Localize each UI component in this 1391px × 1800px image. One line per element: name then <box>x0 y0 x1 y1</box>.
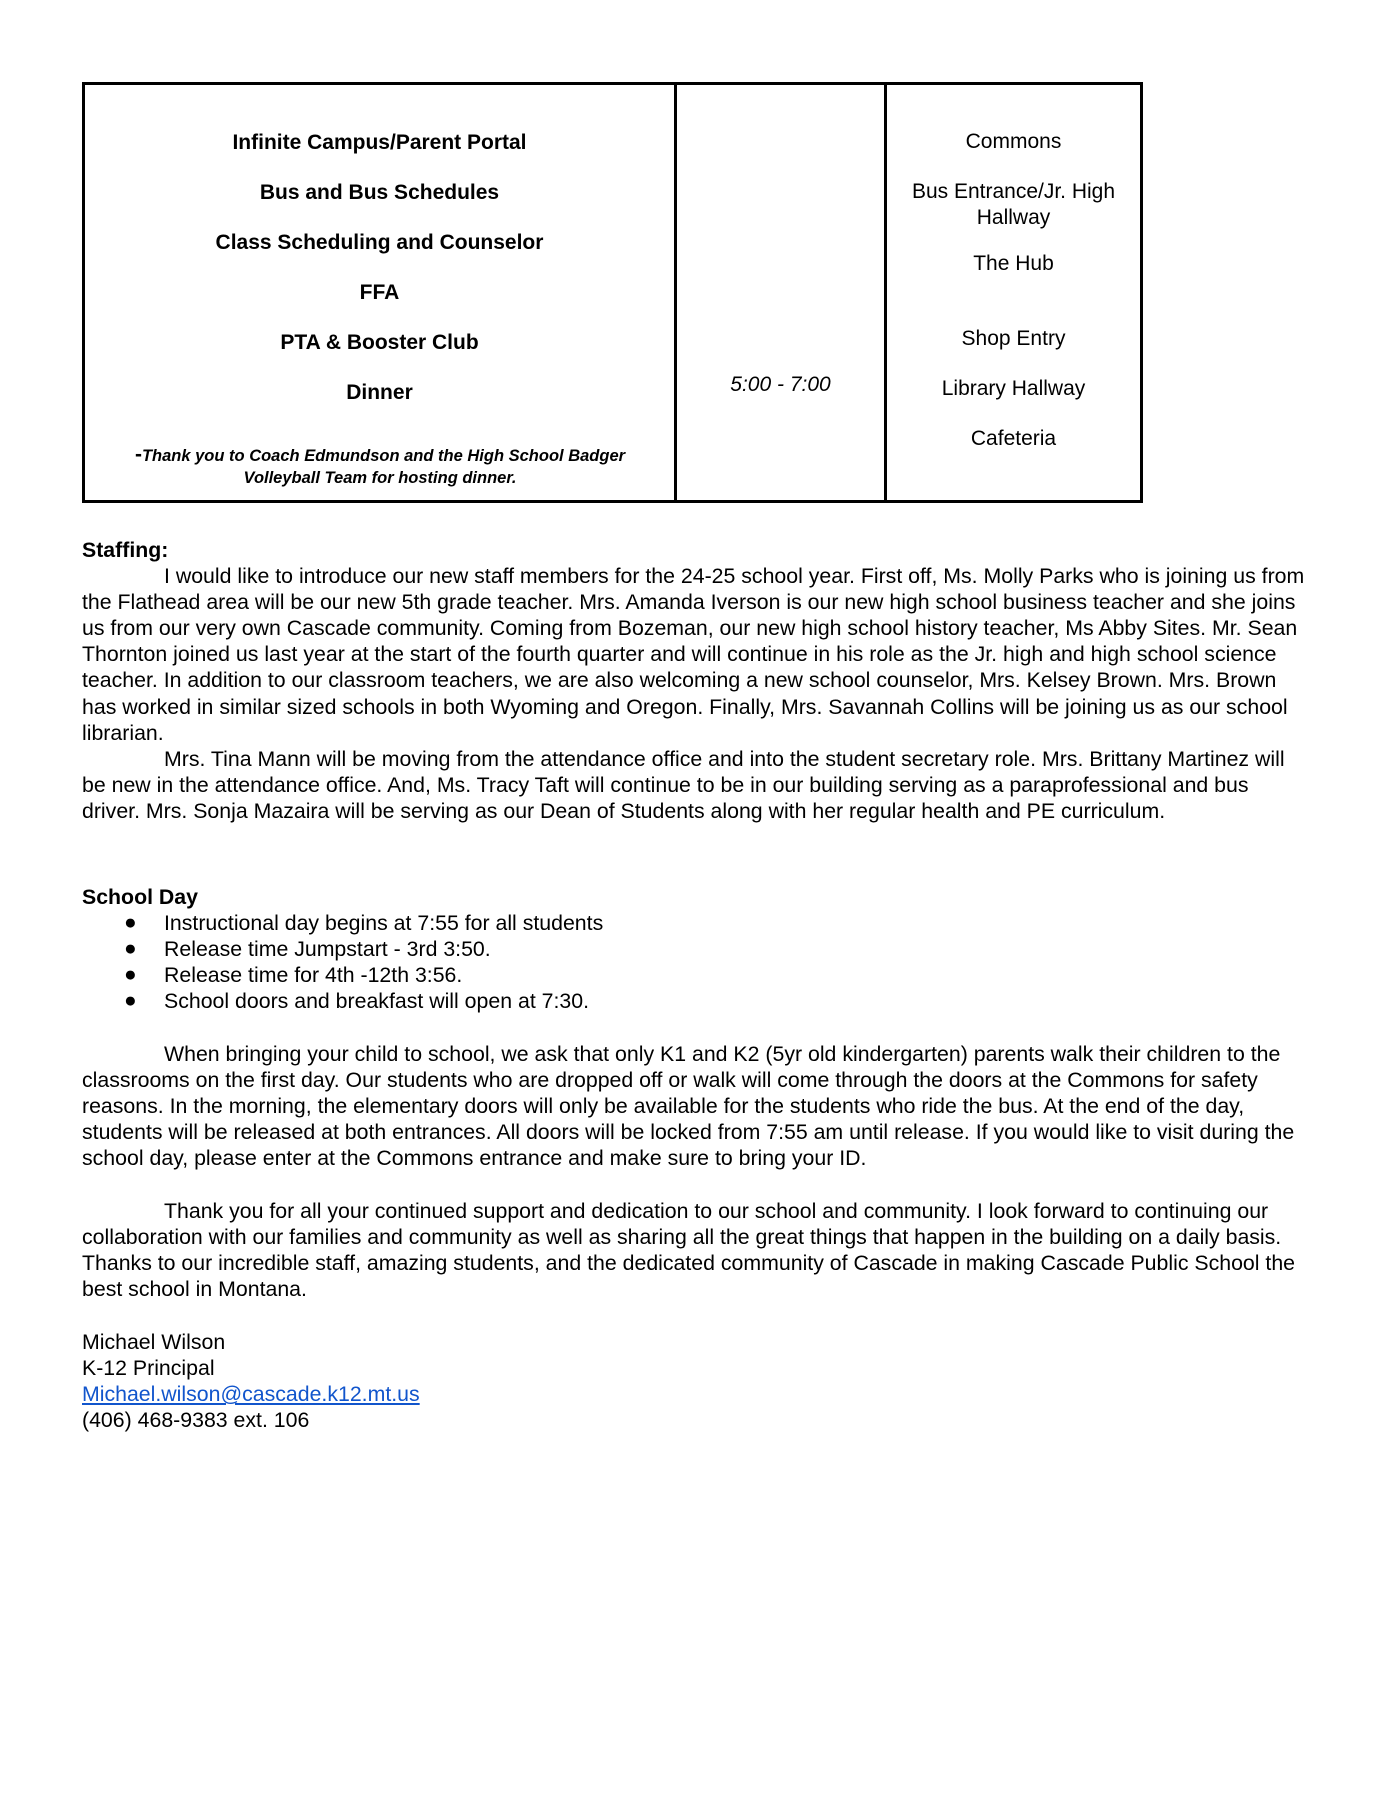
email-link[interactable]: Michael.wilson@cascade.k12.mt.us <box>82 1382 420 1407</box>
location-bus-entrance: Bus Entrance/Jr. High Hallway <box>911 180 1116 229</box>
topic-parent-portal: Infinite Campus/Parent Portal <box>232 131 527 154</box>
location-library-hallway: Library Hallway <box>941 377 1086 400</box>
closing-paragraph: Thank you for all your continued support and dedication to our school and community. I look forward to continuing our collaboration with our families and community as well as sharing all the great things that happen in the building on a daily basis. Thanks to our incredible staff, amazing students, and the dedicated community of Cascade in making Cascade Public School the best school in Montana. <box>82 1199 1296 1302</box>
list-item: ● Release time for 4th -12th 3:56. <box>124 963 463 988</box>
drop-off-paragraph: When bringing your child to school, we ask that only K1 and K2 (5yr old kindergarten) parents walk their children to the classrooms on the first day. Our students who are dropped off or walk will come through the doors at the Commons for safety reasons. In the morning, the elementary doors will only be available for the students who ride the bus. At the end of the day, students will be released at both entrances. All doors will be locked from 7:55 am until release. If you would like to visit during the school day, please enter at the Commons entrance and make sure to bring your ID. <box>82 1042 1295 1171</box>
list-item: ● Release time Jumpstart - 3rd 3:50. <box>124 937 491 962</box>
staffing-heading: Staffing: <box>82 538 169 562</box>
location-shop-entry: Shop Entry <box>961 327 1066 350</box>
staffing-paragraph-1: I would like to introduce our new staff members for the 24-25 school year. First off, Ms. Molly Parks who is joining us from the Flathead area will be our new 5th grade teacher. Mrs. Amanda Iverson is our new high school business teacher and she joins us from our very own Cascade community. Coming from Bozeman, our new high school history teacher, Ms Abby Sites. Mr. Sean Thornton joined us last year at the start of the fourth quarter and will continue in his role as the Jr. high and high school science teacher. In addition to our classroom teachers, we are also welcoming a new school counselor, Mrs. Kelsey Brown. Mrs. Brown has worked in similar sized schools in both Wyoming and Oregon. Finally, Mrs. Savannah Collins will be joining us as our school librarian. <box>82 564 1305 745</box>
dinner-note <box>95 444 665 489</box>
school-day-heading: School Day <box>82 885 198 909</box>
bullet-icon: ● <box>124 989 137 1013</box>
bullet-icon: ● <box>124 911 137 935</box>
list-item: ● Instructional day begins at 7:55 for all students <box>124 911 604 936</box>
topic-class-scheduling: Class Scheduling and Counselor <box>215 231 544 254</box>
event-time: 5:00 - 7:00 <box>730 373 831 396</box>
signature-phone: (406) 468-9383 ext. 106 <box>82 1408 310 1433</box>
table-column-divider <box>674 85 677 500</box>
bullet-icon: ● <box>124 937 137 961</box>
signature-title: K-12 Principal <box>82 1356 215 1381</box>
signature-name: Michael Wilson <box>82 1330 226 1354</box>
event-table <box>82 82 1143 503</box>
school-day-bullet-list <box>82 910 1312 1014</box>
bullet-icon: ● <box>124 963 137 987</box>
signature-block <box>82 1329 1312 1433</box>
location-commons: Commons <box>965 130 1062 153</box>
topic-ffa: FFA <box>359 281 400 304</box>
location-the-hub: The Hub <box>973 252 1054 275</box>
list-item: ● School doors and breakfast will open at 7:30. <box>124 989 590 1014</box>
dinner-note-dash: - <box>134 443 142 466</box>
location-cafeteria: Cafeteria <box>970 427 1057 450</box>
topic-bus-schedules: Bus and Bus Schedules <box>259 181 500 204</box>
staffing-section <box>82 537 1312 824</box>
topic-dinner: Dinner <box>346 381 413 404</box>
topic-pta-booster: PTA & Booster Club <box>280 331 479 354</box>
staffing-paragraph-2: Mrs. Tina Mann will be moving from the attendance office and into the student secretary role. Mrs. Brittany Martinez will be new in the attendance office. And, Ms. Tracy Taft will continue to be in our building serving as a paraprofessional and bus driver. Mrs. Sonja Mazaira will be serving as our Dean of Students along with her regular health and PE curriculum. <box>82 746 1285 823</box>
school-day-section <box>82 884 1312 1014</box>
dinner-note-text: Thank you to Coach Edmundson and the High School Badger Volleyball Team for hosting dinner. <box>141 447 626 487</box>
